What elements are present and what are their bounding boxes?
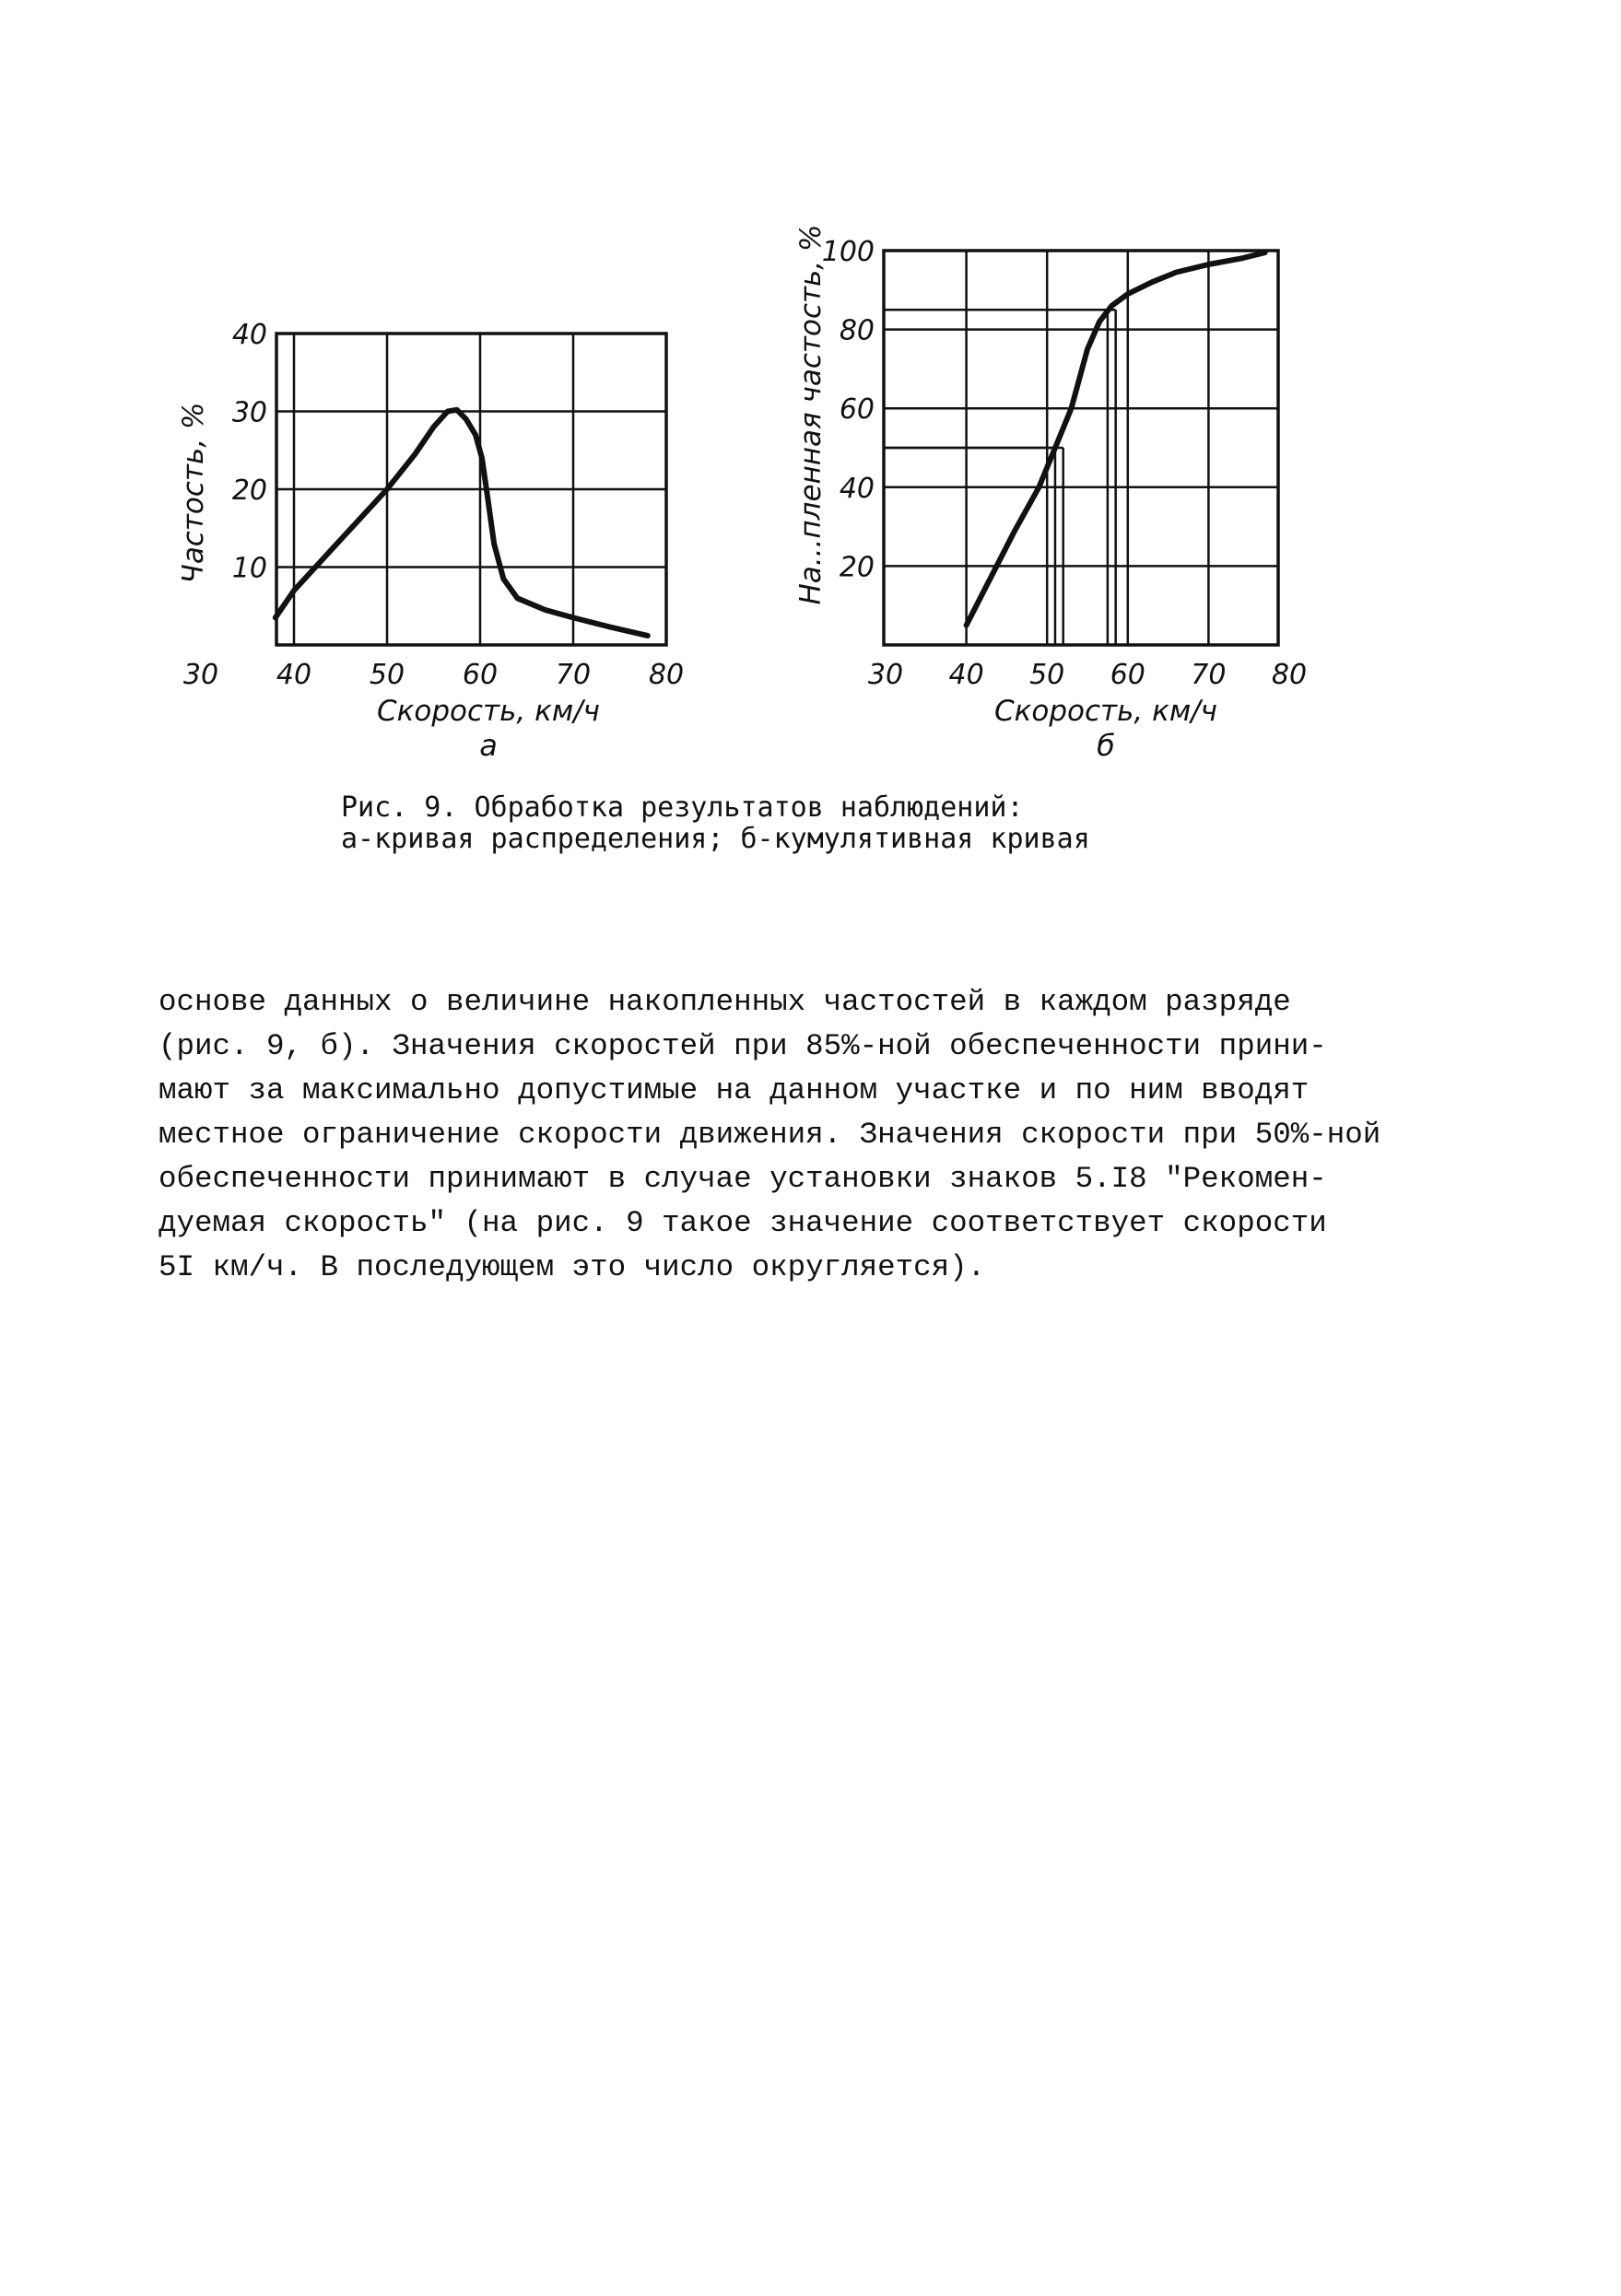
x-tick-label-40: 40 (276, 659, 312, 691)
body-paragraph (159, 980, 1486, 1290)
figure-caption (341, 792, 1447, 855)
chart-a (177, 319, 684, 763)
x-tick-label-70: 70 (555, 659, 592, 691)
y-tick-label-40: 40 (231, 319, 267, 351)
body-line-3: мают за максимально допустимые на данном участке и по ним вводят (159, 1073, 1310, 1107)
y-tick-label-80: 80 (839, 314, 875, 347)
body-line-5: обеспеченности принимают в случае установки знаков 5.I8 "Рекомен- (159, 1162, 1327, 1196)
y-axis-title: На...пленная частость, % (794, 224, 828, 605)
x-tick-label-30: 30 (867, 659, 904, 691)
body-line-7: 5I км/ч. В последующем это число округляется). (159, 1250, 986, 1284)
figure-9 (0, 0, 1621, 921)
subfigure-label: б (1097, 728, 1115, 763)
y-tick-label-40: 40 (839, 472, 875, 505)
x-axis-title: Скорость, км/ч (994, 695, 1217, 728)
x-tick-label-50: 50 (1029, 659, 1065, 691)
caption-line-1: Рис. 9. Обработка результатов наблюдений: (341, 791, 1024, 824)
body-line-4: местное ограничение скорости движения. Значения скорости при 50%-ной (159, 1118, 1381, 1152)
x-tick-label-50: 50 (369, 659, 405, 691)
y-tick-label-20: 20 (231, 474, 267, 507)
subfigure-label: а (479, 728, 498, 763)
x-tick-label-30: 30 (182, 659, 219, 691)
caption-line-2: а-кривая распределения; б-кумулятивная кривая (341, 823, 1090, 855)
x-axis-title: Скорость, км/ч (377, 695, 600, 728)
y-tick-label-100: 100 (821, 236, 875, 268)
body-line-6: дуемая скорость" (на рис. 9 такое значение соответствует скорости (159, 1206, 1327, 1240)
y-tick-label-60: 60 (839, 393, 875, 427)
y-axis-title: Частость, % (177, 402, 210, 584)
x-tick-label-60: 60 (462, 659, 499, 691)
x-tick-label-40: 40 (948, 659, 984, 691)
x-tick-label-80: 80 (1271, 659, 1308, 691)
y-tick-label-30: 30 (231, 396, 267, 429)
series-curve-0 (276, 410, 648, 636)
y-tick-label-20: 20 (839, 551, 875, 584)
x-tick-label-60: 60 (1110, 659, 1145, 691)
body-line-2: (рис. 9, б). Значения скоростей при 85%-ной обеспеченности прини- (159, 1029, 1327, 1063)
y-tick-label-10: 10 (231, 552, 267, 585)
chart-b (794, 225, 1307, 763)
x-tick-label-70: 70 (1191, 659, 1227, 691)
x-tick-label-80: 80 (648, 659, 685, 691)
body-line-1: основе данных о величине накопленных частостей в каждом разряде (159, 985, 1291, 1019)
